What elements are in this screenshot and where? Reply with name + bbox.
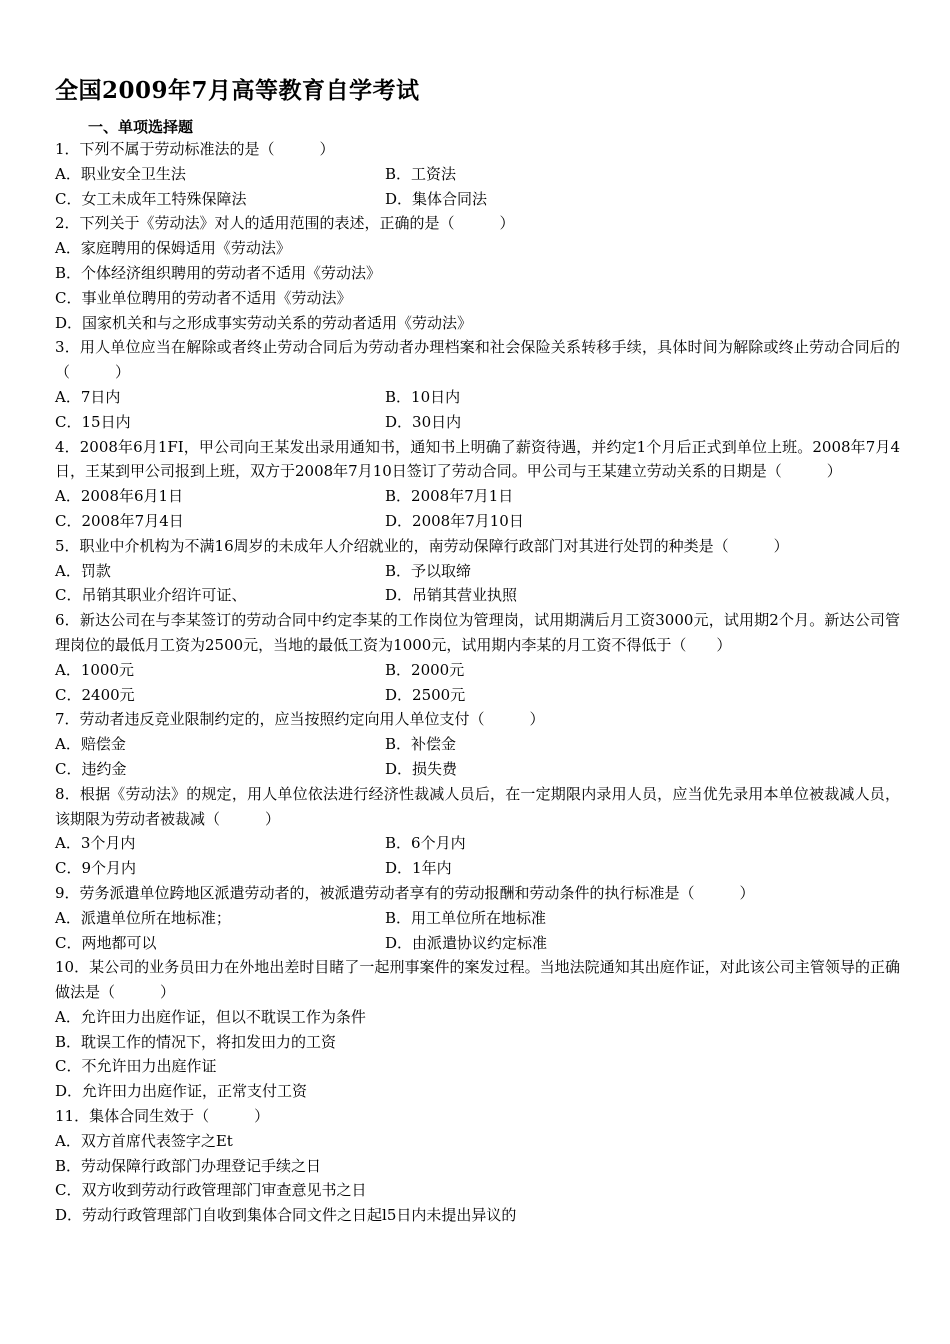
question-stem: 3．用人单位应当在解除或者终止劳动合同后为劳动者办理档案和社会保险关系转移手续，具体时间为解除或终止劳动合同后的（ ） [55,338,900,382]
option-row [55,757,900,782]
answer-option: A．2008年6月1日 [55,487,184,506]
answer-option: C．违约金 [55,759,127,778]
option-row [55,732,900,757]
option-row [55,658,900,683]
answer-option: D．吊销其营业执照 [385,586,518,605]
answer-option: D．集体合同法 [385,189,488,208]
question-item [55,881,900,955]
option-row [55,509,900,534]
answer-option: A．职业安全卫生法 [55,164,186,183]
answer-option: A．双方首席代表签字之Et [55,1131,233,1150]
answer-option: A．1000元 [55,660,135,679]
option-row [55,559,900,584]
question-stem: 6．新达公司在与李某签订的劳动合同中约定李某的工作岗位为管理岗，试用期满后月工资3000元，试用期2个月。新达公司管理岗位的最低月工资为2500元，当地的最低工资为1000元，试用期内李某的月工资不得低于（ ） [55,611,900,654]
answer-option: A．派遣单位所在地标准； [55,908,231,927]
answer-option: C．不允许田力出庭作证 [55,1057,217,1076]
answer-option: B．2008年7月1日 [385,487,514,506]
question-stem: 9．劳务派遣单位跨地区派遣劳动者的，被派遣劳动者享有的劳动报酬和劳动条件的执行标准是（ ） [55,883,755,902]
question-item [55,608,900,707]
question-stem: 8．根据《劳动法》的规定，用人单位依法进行经济性裁减人员后，在一定期限内录用人员，应当优先录用本单位被裁减人员，该期限为劳动者被裁减（ ） [55,784,900,828]
option-row [55,385,900,410]
answer-option: B．用工单位所在地标准 [385,908,547,927]
answer-option: A．3个月内 [55,834,136,853]
answer-option: D．30日内 [385,412,462,431]
option-row [55,410,900,435]
question-stem: 1．下列不属于劳动标准法的是（ ） [55,140,335,158]
answer-option: C．吊销其职业介绍许可证、 [55,586,247,605]
question-item [55,335,900,434]
answer-option: C．两地都可以 [55,933,157,952]
question-stem: 2．下列关于《劳动法》对人的适用范围的表述，正确的是（ ） [55,214,515,233]
answer-option: C．2008年7月4日 [55,511,184,530]
answer-option: D．1年内 [385,859,452,878]
answer-option: C．9个月内 [55,859,137,878]
answer-option: B．劳动保障行政部门办理登记手续之日 [55,1156,322,1175]
answer-option: C．双方收到劳动行政管理部门审查意见书之日 [55,1181,367,1200]
answer-option: C．15日内 [55,412,131,431]
answer-option: B．耽误工作的情况下，将扣发田力的工资 [55,1032,337,1051]
answer-option: D．由派遣协议约定标准 [385,933,548,952]
question-stem: 4．2008年6月1FI，甲公司向王某发出录用通知书，通知书上明确了薪资待遇，并约定1个月后正式到单位上班。2008年7月4日，王某到甲公司报到上班，双方于2008年7月10日签订了劳动合同。甲公司与王某建立劳动关系的日期是（ ） [55,437,900,481]
question-list [55,137,900,1228]
question-stem: 5．职业中介机构为不满16周岁的未成年人介绍就业的，南劳动保障行政部门对其进行处罚的种类是（ ） [55,536,789,555]
option-row [55,187,900,212]
question-item [55,534,900,608]
option-row [55,162,900,187]
answer-option: D．2008年7月10日 [385,511,524,530]
question-item [55,707,900,781]
question-item [55,211,900,335]
question-item [55,1104,900,1228]
question-stem: 11．集体合同生效于（ ） [55,1107,270,1126]
question-stem: 10．某公司的业务员田力在外地出差时目睹了一起刑事案件的案发过程。当地法院通知其出庭作证，对此该公司主管领导的正确做法是（ ） [55,958,900,1002]
answer-option: C．2400元 [55,685,135,704]
answer-option: B．6个月内 [385,834,466,853]
answer-option: B．补偿金 [385,735,457,754]
answer-option: D．国家机关和与之形成事实劳动关系的劳动者适用《劳动法》 [55,313,473,332]
answer-option: D．2500元 [385,685,466,704]
question-item [55,782,900,881]
answer-option: C．事业单位聘用的劳动者不适用《劳动法》 [55,288,352,307]
option-row [55,856,900,881]
option-row [55,906,900,931]
answer-option: A．允许田力出庭作证，但以不耽误工作为条件 [55,1007,366,1026]
answer-option: B．个体经济组织聘用的劳动者不适用《劳动法》 [55,263,382,282]
answer-option: D．损失费 [385,759,458,778]
option-row [55,583,900,608]
question-stem: 7．劳动者违反竞业限制约定的，应当按照约定向用人单位支付（ ） [55,710,545,729]
option-row [55,931,900,956]
answer-option: B．10日内 [385,387,461,406]
question-item [55,435,900,534]
option-row [55,484,900,509]
answer-option: B．予以取缔 [385,561,472,580]
question-item [55,955,900,1104]
answer-option: D．允许田力出庭作证，正常支付工资 [55,1082,308,1101]
answer-option: B．2000元 [385,660,465,679]
option-row [55,683,900,708]
answer-option: A．7日内 [55,387,121,406]
option-row [55,831,900,856]
answer-option: C．女工未成年工特殊保障法 [55,189,247,208]
answer-option: A．家庭聘用的保姆适用《劳动法》 [55,239,291,258]
answer-option: A．赔偿金 [55,735,126,754]
exam-title: 全国2009年7月高等教育自学考试 [55,77,420,104]
answer-option: B．工资法 [385,164,457,183]
answer-option: A．罚款 [55,561,111,580]
question-item [55,137,900,211]
answer-option: D．劳动行政管理部门自收到集体合同文件之日起l5日内未提出异议的 [55,1206,517,1225]
section-heading: 一、单项选择题 [88,118,194,136]
